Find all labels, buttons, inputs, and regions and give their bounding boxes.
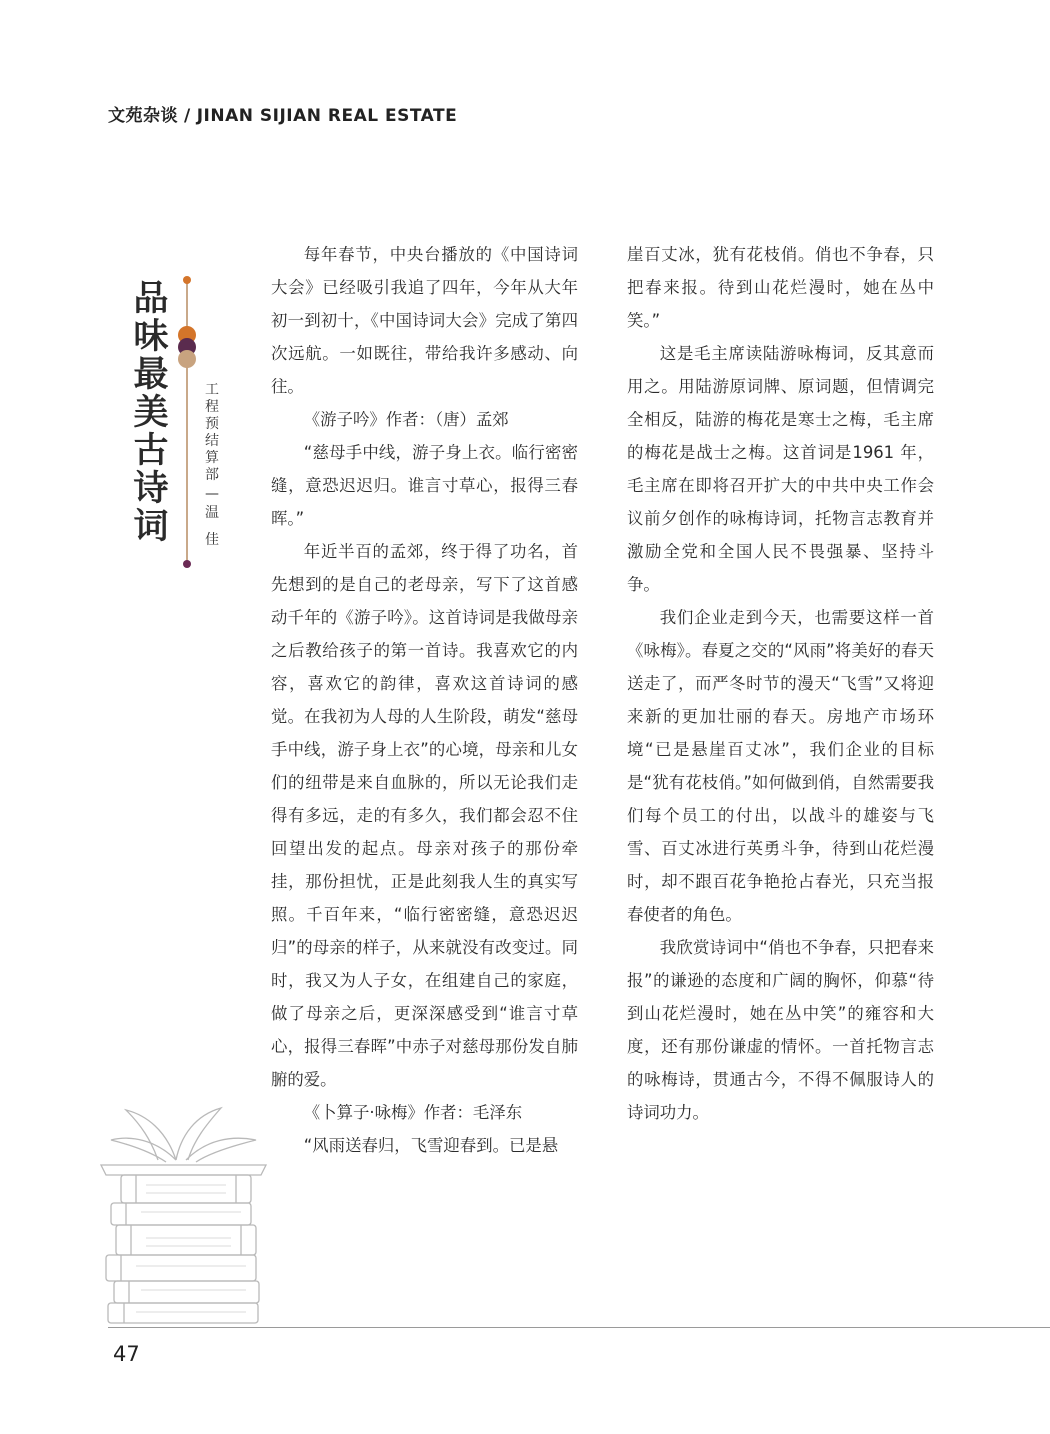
poem-text-yongmei-end: 崖百丈冰，犹有花枝俏。俏也不争春，只把春来报。待到山花烂漫时，她在丛中笑。” xyxy=(627,245,934,330)
left-column xyxy=(271,238,578,1162)
divider-top-dot xyxy=(183,276,191,284)
divider-bottom-dot xyxy=(183,560,191,568)
author-name-second: 佳 xyxy=(205,532,219,548)
paragraph-conclusion: 我欣赏诗词中“俏也不争春，只把春来报”的谦逊的态度和广阔的胸怀，仰慕“待到山花烂漫时，她在丛中笑”的雍容和大度，还有那份谦虚的情怀。一首托物言志的咏梅诗，贯通古今，不得不佩服诗人的诗词功力。 xyxy=(627,938,934,1122)
poem-text-yongmei-start: “风雨送春归，飞雪迎春到。已是悬 xyxy=(303,1136,559,1155)
footer-divider xyxy=(108,1327,1050,1328)
publication-name: JINAN SIJIAN REAL ESTATE xyxy=(196,106,458,126)
poem-title-yongmei: 《卜算子·咏梅》作者：毛泽东 xyxy=(303,1103,523,1122)
poem-text-youziyin: “慈母手中线，游子身上衣。临行密密缝，意恐迟迟归。谁言寸草心，报得三春晖。” xyxy=(271,443,578,528)
paragraph-mengjiao: 年近半百的孟郊，终于得了功名，首先想到的是自己的老母亲，写下了这首感动千年的《游子吟》。这首诗词是我做母亲之后教给孩子的第一首诗。我喜欢它的内容，喜欢它的韵律，喜欢这首诗词的感觉。在我初为人母的人生阶段，萌发“慈母手中线，游子身上衣”的心境，母亲和儿女们的纽带是来自血脉的，所以无论我们走得有多远，走的有多久，我们都会忍不住回望出发的起点。母亲对孩子的那份牵挂，那份担忧，正是此刻我人生的真实写照。千百年来，“临行密密缝，意恐迟迟归”的母亲的样子，从来就没有改变过。同时，我又为人子女，在组建自己的家庭，做了母亲之后，更深深感受到“谁言寸草心，报得三春晖”中赤子对慈母那份发自肺腑的爱。 xyxy=(271,542,578,1089)
article-title: 品味最美古诗词 xyxy=(133,278,169,547)
poem-title-youziyin: 《游子吟》作者：（唐）孟郊 xyxy=(303,410,509,429)
paragraph-enterprise: 我们企业走到今天，也需要这样一首《咏梅》。春夏之交的“风雨”将美好的春天送走了，而严冬时节的漫天“飞雪”又将迎来新的更加壮丽的春天。房地产市场环境“已是悬崖百丈冰”，我们企业的目标是“犹有花枝俏。”如何做到俏，自然需要我们每个员工的付出，以战斗的雄姿与飞雪、百丈冰进行英勇斗争，待到山花烂漫时，却不跟百花争艳抢占春光，只充当报春使者的角色。 xyxy=(627,608,934,924)
right-column xyxy=(627,238,934,1129)
section-name: 文苑杂谈 xyxy=(108,106,178,126)
decor-circle-tan xyxy=(178,350,196,368)
author-department: 工程预结算部 xyxy=(205,382,219,483)
stacked-books-icon xyxy=(96,1100,271,1325)
paragraph-intro: 每年春节，中央台播放的《中国诗词大会》已经吸引我追了四年，今年从大年初一到初十，《中国诗词大会》完成了第四次远航。一如既往，带给我许多感动、向往。 xyxy=(271,245,578,396)
author-byline xyxy=(203,382,221,549)
page-number: 47 xyxy=(113,1342,140,1366)
byline-dash: — xyxy=(205,486,219,502)
author-name-first: 温 xyxy=(205,505,219,521)
title-divider-line xyxy=(186,282,188,567)
header-separator: / xyxy=(184,106,191,126)
page-header xyxy=(108,101,457,126)
paragraph-mao-poem: 这是毛主席读陆游咏梅词，反其意而用之。用陆游原词牌、原词题，但情调完全相反，陆游的梅花是寒士之梅，毛主席的梅花是战士之梅。这首词是1961 年，毛主席在即将召开扩大的中共中央工作会议前夕创作的咏梅诗词，托物言志教育并激励全党和全国人民不畏强暴、坚持斗争。 xyxy=(627,344,934,594)
